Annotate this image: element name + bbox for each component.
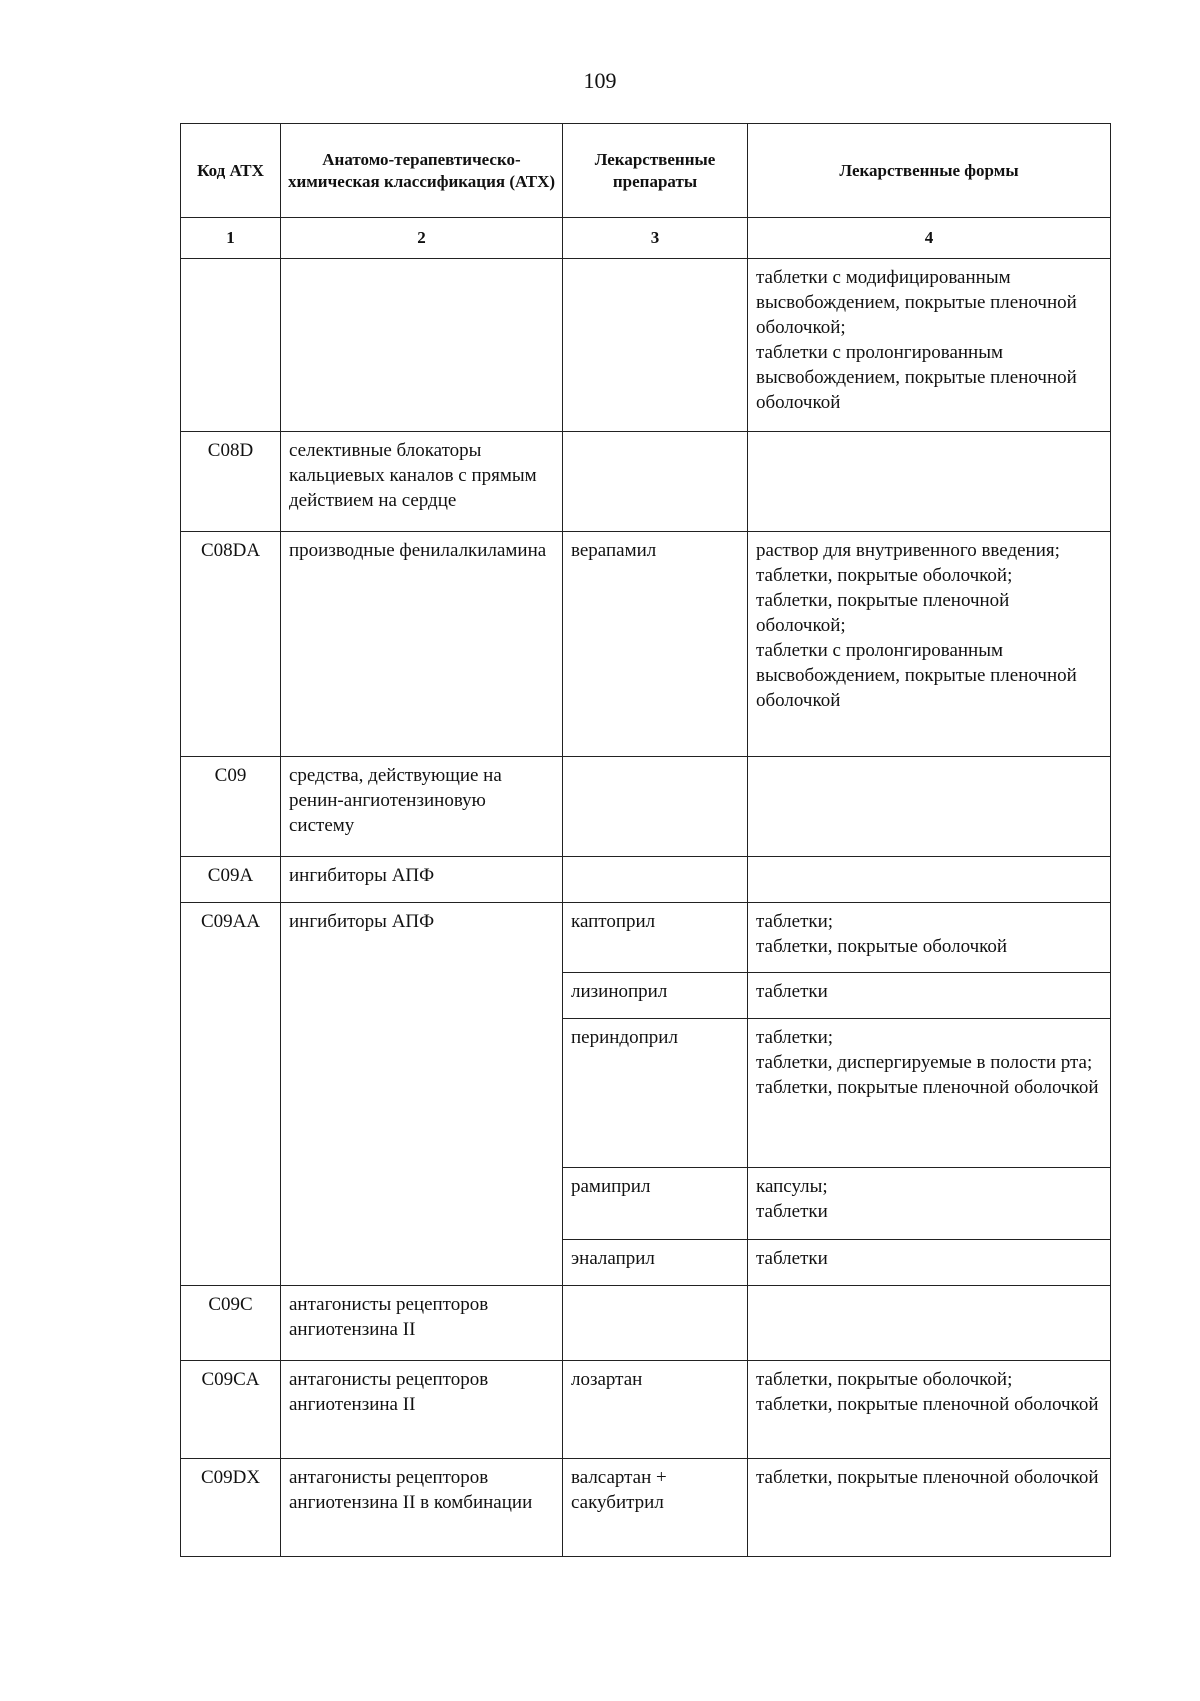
forms-cell: таблетки, покрытые оболочкой; таблетки, покрытые пленочной оболочкой bbox=[748, 1361, 1111, 1459]
classification-cell: селективные блокаторы кальциевых каналов с прямым действием на сердце bbox=[281, 432, 563, 532]
atc-code-cell bbox=[181, 259, 281, 432]
table-row bbox=[181, 432, 1111, 532]
table-row bbox=[181, 532, 1111, 757]
table-row bbox=[181, 857, 1111, 903]
column-number-row bbox=[181, 218, 1111, 259]
column-number: 3 bbox=[563, 218, 748, 259]
header-drugs: Лекарственные препараты bbox=[563, 124, 748, 218]
table-row bbox=[181, 903, 1111, 973]
classification-cell: производные фенилалкиламина bbox=[281, 532, 563, 757]
drug-cell: верапамил bbox=[563, 532, 748, 757]
classification-cell: антагонисты рецепторов ангиотензина II bbox=[281, 1286, 563, 1361]
drug-cell bbox=[563, 432, 748, 532]
drug-cell bbox=[563, 259, 748, 432]
table-row bbox=[181, 1459, 1111, 1557]
atc-code-cell: C09DX bbox=[181, 1459, 281, 1557]
classification-cell: средства, действующие на ренин-ангиотензиновую систему bbox=[281, 757, 563, 857]
table-row bbox=[181, 1361, 1111, 1459]
forms-cell bbox=[748, 1286, 1111, 1361]
forms-cell: таблетки bbox=[748, 973, 1111, 1019]
forms-cell: таблетки; таблетки, покрытые оболочкой bbox=[748, 903, 1111, 973]
forms-cell: капсулы; таблетки bbox=[748, 1168, 1111, 1240]
header-forms: Лекарственные формы bbox=[748, 124, 1111, 218]
column-number: 2 bbox=[281, 218, 563, 259]
atc-code-cell: C09 bbox=[181, 757, 281, 857]
header-atc-code: Код АТХ bbox=[181, 124, 281, 218]
drug-cell: периндоприл bbox=[563, 1019, 748, 1168]
forms-cell: раствор для внутривенного введения; таблетки, покрытые оболочкой; таблетки, покрытые пленочной оболочкой; таблетки с пролонгированным высвобождением, покрытые пленочной оболочкой bbox=[748, 532, 1111, 757]
drug-cell: эналаприл bbox=[563, 1240, 748, 1286]
forms-cell: таблетки; таблетки, диспергируемые в полости рта; таблетки, покрытые пленочной оболочкой bbox=[748, 1019, 1111, 1168]
classification-cell: антагонисты рецепторов ангиотензина II bbox=[281, 1361, 563, 1459]
table-row bbox=[181, 1286, 1111, 1361]
forms-cell: таблетки с модифицированным высвобождением, покрытые пленочной оболочкой; таблетки с пролонгированным высвобождением, покрытые пленочной оболочкой bbox=[748, 259, 1111, 432]
atc-code-cell: C09CA bbox=[181, 1361, 281, 1459]
drug-cell: лизиноприл bbox=[563, 973, 748, 1019]
atc-code-cell: C09C bbox=[181, 1286, 281, 1361]
classification-cell: ингибиторы АПФ bbox=[281, 857, 563, 903]
forms-cell: таблетки bbox=[748, 1240, 1111, 1286]
header-row bbox=[181, 124, 1111, 218]
drug-cell bbox=[563, 857, 748, 903]
atc-code-cell: C09AA bbox=[181, 903, 281, 1286]
atc-code-cell: C09A bbox=[181, 857, 281, 903]
classification-cell bbox=[281, 259, 563, 432]
drug-cell: лозартан bbox=[563, 1361, 748, 1459]
table-row bbox=[181, 757, 1111, 857]
drug-cell: каптоприл bbox=[563, 903, 748, 973]
drug-cell: валсартан + сакубитрил bbox=[563, 1459, 748, 1557]
atc-code-cell: C08D bbox=[181, 432, 281, 532]
forms-cell bbox=[748, 432, 1111, 532]
forms-cell: таблетки, покрытые пленочной оболочкой bbox=[748, 1459, 1111, 1557]
header-classification: Анатомо-терапевтическо-химическая классификация (АТХ) bbox=[281, 124, 563, 218]
forms-cell bbox=[748, 857, 1111, 903]
column-number: 4 bbox=[748, 218, 1111, 259]
column-number: 1 bbox=[181, 218, 281, 259]
drug-cell bbox=[563, 757, 748, 857]
atc-code-cell: C08DA bbox=[181, 532, 281, 757]
page-number: 109 bbox=[583, 68, 617, 93]
forms-cell bbox=[748, 757, 1111, 857]
classification-cell: антагонисты рецепторов ангиотензина II в комбинации bbox=[281, 1459, 563, 1557]
table-row bbox=[181, 259, 1111, 432]
classification-cell: ингибиторы АПФ bbox=[281, 903, 563, 1286]
drug-cell bbox=[563, 1286, 748, 1361]
atc-table bbox=[180, 123, 1111, 1557]
drug-cell: рамиприл bbox=[563, 1168, 748, 1240]
